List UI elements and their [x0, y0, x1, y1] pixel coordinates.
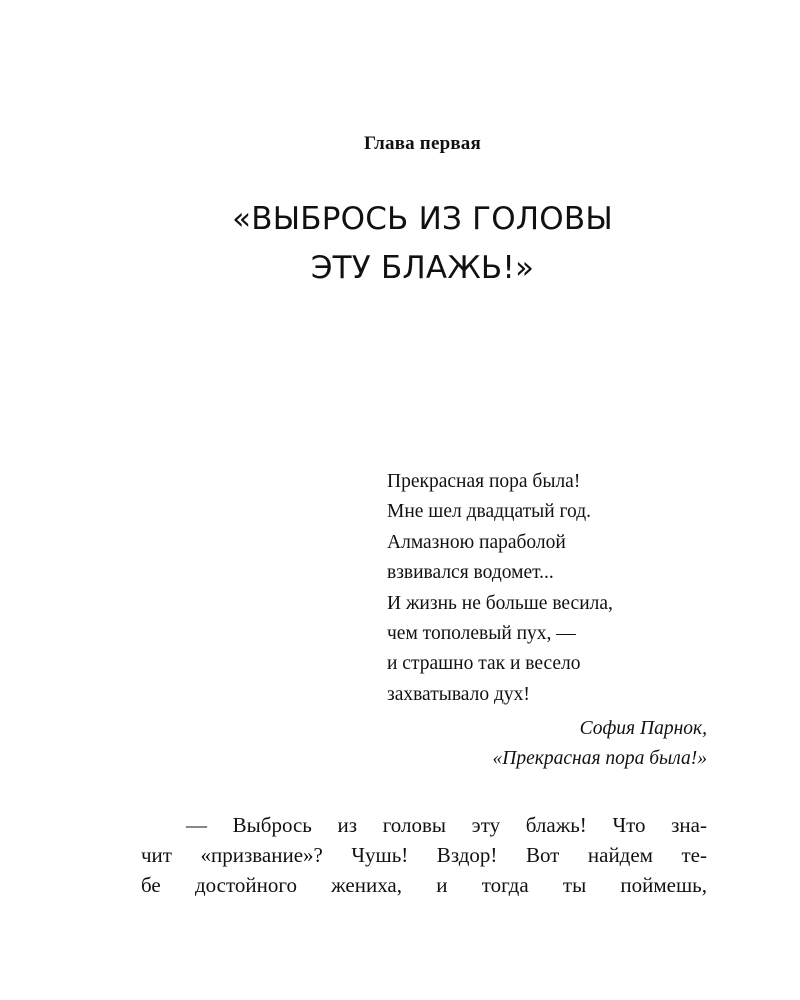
epigraph-line: чем тополевый пух, — — [387, 623, 576, 645]
epigraph-line: Мне шел двадцатый год. — [387, 501, 592, 523]
chapter-title-line: «ВЫБРОСЬ ИЗ ГОЛОВЫ — [232, 201, 613, 237]
body-line: чит «призвание»? Чушь! Вздор! Вот найдем те- — [141, 843, 707, 867]
body-line: бе достойного жениха, и тогда ты поймешь, — [141, 873, 707, 897]
epigraph-author: София Парнок, — [579, 718, 707, 740]
epigraph-line: Прекрасная пора была! — [387, 471, 581, 492]
chapter-title-line: ЭТУ БЛАЖЬ!» — [310, 250, 535, 286]
epigraph-line: И жизнь не больше весила, — [387, 592, 613, 614]
epigraph-line: и страшно так и весело — [387, 653, 581, 675]
chapter-label: Глава первая — [363, 133, 481, 154]
epigraph-line: взвивался водомет... — [387, 562, 554, 584]
epigraph-line: Алмазною параболой — [387, 531, 566, 553]
epigraph-source: «Прекрасная пора была!» — [492, 748, 707, 770]
body-text — [141, 810, 707, 900]
epigraph — [387, 467, 707, 774]
chapter-title — [0, 195, 800, 293]
body-line: — Выбрось из головы эту блажь! Что зна- — [186, 813, 707, 837]
epigraph-line: захватывало дух! — [387, 683, 530, 705]
